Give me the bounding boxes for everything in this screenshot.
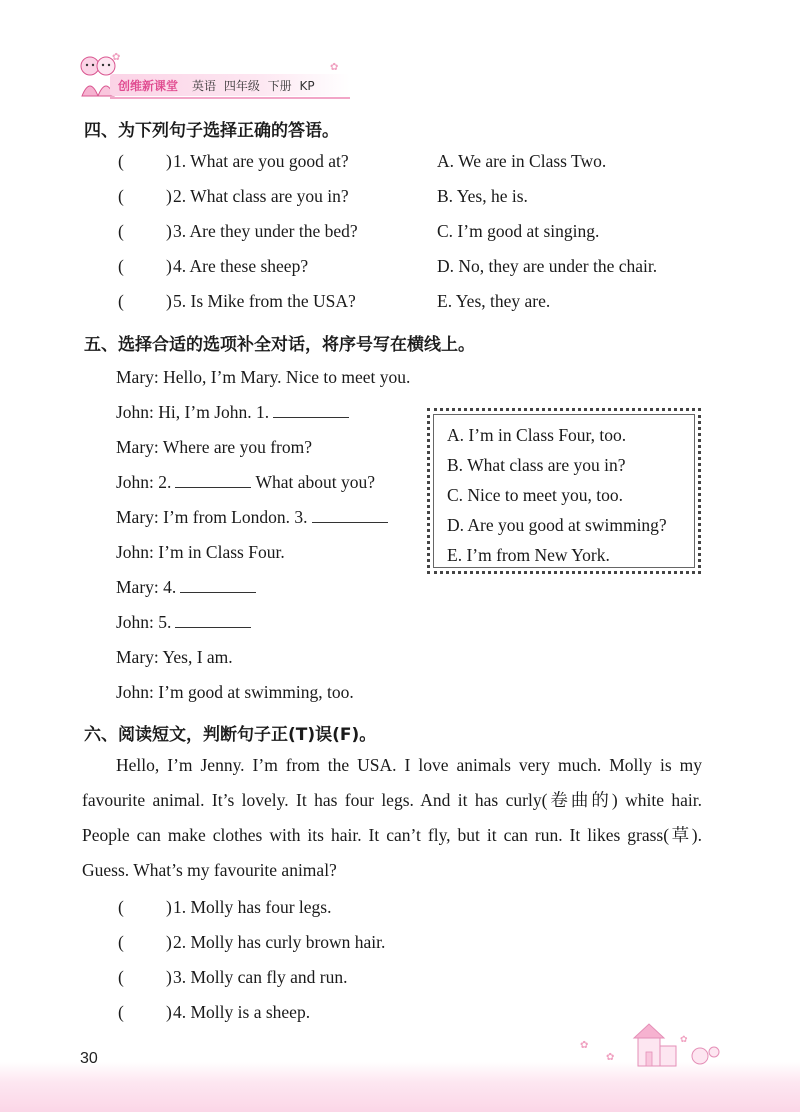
dialogue-text: Mary: 4. — [116, 577, 177, 597]
dialogue-option: B. What class are you in? — [447, 455, 626, 475]
dialogue-line — [116, 576, 256, 598]
series-brand: 创维新课堂 — [118, 79, 179, 93]
answer-paren-close: ) — [166, 221, 172, 241]
answer-paren-close: ) — [166, 291, 172, 311]
dialogue-text: John: 5. — [116, 612, 172, 632]
section-4-title: 四、为下列句子选择正确的答语。 — [84, 121, 339, 141]
dialogue-line — [116, 401, 349, 423]
statement-row — [0, 896, 800, 920]
answer-paren-close: ) — [166, 1002, 172, 1022]
answer-paren-close: ) — [166, 256, 172, 276]
dialogue-text: Mary: Hello, I’m Mary. Nice to meet you. — [116, 367, 411, 387]
answer-paren-open: ( — [118, 186, 124, 206]
answer-paren-close: ) — [166, 897, 172, 917]
dialogue-text: Mary: Yes, I am. — [116, 647, 233, 667]
dialogue-line — [116, 541, 285, 563]
section-6-title: 六、阅读短文，判断句子正(T)误(F)。 — [84, 725, 377, 745]
dialogue-line — [116, 471, 375, 493]
section-5-title: 五、选择合适的选项补全对话，将序号写在横线上。 — [84, 335, 475, 355]
answer-option: D. No, they are under the chair. — [437, 256, 658, 276]
answer-paren-close: ) — [166, 151, 172, 171]
answer-blank[interactable] — [312, 506, 388, 523]
svg-text:✿: ✿ — [606, 1052, 615, 1063]
dialogue-option: C. Nice to meet you, too. — [447, 485, 623, 505]
star-icon: ✿ — [330, 62, 339, 73]
answer-blank[interactable] — [180, 576, 256, 593]
answer-paren-open: ( — [118, 221, 124, 241]
dialogue-option: D. Are you good at swimming? — [447, 515, 667, 535]
answer-paren-open: ( — [118, 256, 124, 276]
dialogue-text: Mary: Where are you from? — [116, 437, 312, 457]
question: 4. Are these sheep? — [173, 256, 309, 276]
dialogue-text: Mary: I’m from London. 3. — [116, 507, 308, 527]
question: 3. Are they under the bed? — [173, 221, 358, 241]
answer-paren-open: ( — [118, 897, 124, 917]
statement-row — [0, 966, 800, 990]
answer-option: E. Yes, they are. — [437, 291, 551, 311]
match-row — [0, 185, 800, 209]
header-divider — [110, 97, 350, 99]
match-row — [0, 150, 800, 174]
answer-paren-open: ( — [118, 932, 124, 952]
question: 2. What class are you in? — [173, 186, 349, 206]
statement: 2. Molly has curly brown hair. — [173, 932, 386, 952]
statement: 4. Molly is a sheep. — [173, 1002, 311, 1022]
dialogue-line — [116, 611, 251, 633]
answer-blank[interactable] — [175, 611, 251, 628]
answer-paren-open: ( — [118, 151, 124, 171]
statement: 3. Molly can fly and run. — [173, 967, 348, 987]
dialogue-line — [116, 366, 410, 388]
statement-row — [0, 931, 800, 955]
answer-option: A. We are in Class Two. — [437, 151, 607, 171]
dialogue-option: E. I’m from New York. — [447, 545, 610, 565]
dialogue-line — [116, 646, 233, 668]
question: 1. What are you good at? — [173, 151, 349, 171]
match-row — [0, 220, 800, 244]
svg-text:✿: ✿ — [580, 1040, 589, 1051]
dialogue-option: A. I’m in Class Four, too. — [447, 425, 627, 445]
castle-decoration-icon — [560, 1022, 740, 1072]
match-row — [0, 290, 800, 314]
answer-paren-close: ) — [166, 186, 172, 206]
answer-paren-open: ( — [118, 291, 124, 311]
dialogue-text: John: Hi, I’m John. 1. — [116, 402, 270, 422]
dialogue-line — [116, 436, 312, 458]
page-header — [0, 0, 800, 110]
answer-paren-close: ) — [166, 932, 172, 952]
answer-option: B. Yes, he is. — [437, 186, 528, 206]
answer-paren-open: ( — [118, 1002, 124, 1022]
answer-blank[interactable] — [175, 471, 251, 488]
svg-text:✿: ✿ — [680, 1035, 688, 1045]
question: 5. Is Mike from the USA? — [173, 291, 356, 311]
reading-passage: Hello, I’m Jenny. I’m from the USA. I love animals very much. Molly is my favourite animal. It’s lovely. It has four legs. And it has curly(卷曲的) white hair. People can make clothes with its hair. It can’t fly, but it can run. It likes grass(草). Guess. What’s my favourite animal? — [82, 755, 702, 880]
options-box — [427, 408, 701, 574]
dialogue-line — [116, 681, 354, 703]
match-row — [0, 255, 800, 279]
dialogue-text: John: I’m in Class Four. — [116, 542, 285, 562]
answer-option: C. I’m good at singing. — [437, 221, 600, 241]
answer-paren-close: ) — [166, 967, 172, 987]
dialogue-text: John: 2. — [116, 472, 172, 492]
statement: 1. Molly has four legs. — [173, 897, 332, 917]
dialogue-line — [116, 506, 388, 528]
page-number: 30 — [80, 1050, 98, 1067]
answer-paren-open: ( — [118, 967, 124, 987]
book-info: 英语 四年级 下册 KP — [192, 79, 315, 93]
dialogue-text: John: I’m good at swimming, too. — [116, 682, 354, 702]
star-icon: ✿ — [112, 52, 121, 63]
dialogue-text: What about you? — [255, 472, 376, 492]
answer-blank[interactable] — [273, 401, 349, 418]
options-box-inner — [433, 414, 695, 568]
